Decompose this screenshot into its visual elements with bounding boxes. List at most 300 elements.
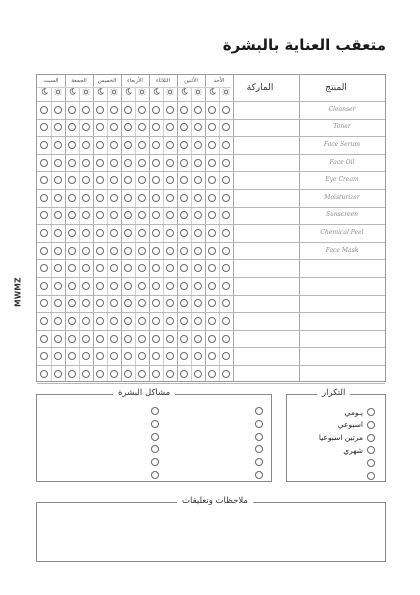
routine-checkbox[interactable] xyxy=(68,106,76,114)
routine-checkbox[interactable] xyxy=(138,299,146,307)
routine-checkbox[interactable] xyxy=(68,194,76,202)
routine-checkbox[interactable] xyxy=(82,352,90,360)
routine-checkbox[interactable] xyxy=(68,247,76,255)
frequency-option[interactable] xyxy=(363,458,375,468)
row-divider xyxy=(37,277,385,278)
routine-checkbox[interactable] xyxy=(82,264,90,272)
day-header: الجمعة xyxy=(71,78,87,84)
routine-checkbox[interactable] xyxy=(194,194,202,202)
routine-checkbox[interactable] xyxy=(166,229,174,237)
skin-problems-title: مشاكل البشرة xyxy=(113,388,175,398)
row-divider xyxy=(37,136,385,137)
routine-checkbox[interactable] xyxy=(138,159,146,167)
routine-checkbox[interactable] xyxy=(110,194,118,202)
routine-checkbox[interactable] xyxy=(110,352,118,360)
routine-checkbox[interactable] xyxy=(152,282,160,290)
routine-checkbox[interactable] xyxy=(96,370,104,378)
skin-problem-checkbox[interactable] xyxy=(255,407,263,415)
routine-checkbox[interactable] xyxy=(222,141,230,149)
brand-logo-text: MWMZ xyxy=(13,277,23,307)
routine-checkbox[interactable] xyxy=(124,335,132,343)
routine-checkbox[interactable] xyxy=(138,176,146,184)
routine-checkbox[interactable] xyxy=(138,141,146,149)
routine-checkbox[interactable] xyxy=(124,123,132,131)
routine-checkbox[interactable] xyxy=(96,299,104,307)
frequency-option-label: مرتين اسبوعيا xyxy=(318,433,363,443)
routine-checkbox[interactable] xyxy=(40,264,48,272)
routine-checkbox[interactable] xyxy=(68,264,76,272)
routine-checkbox[interactable] xyxy=(194,106,202,114)
routine-checkbox[interactable] xyxy=(180,229,188,237)
routine-checkbox[interactable] xyxy=(124,299,132,307)
column-divider xyxy=(121,75,122,381)
routine-checkbox[interactable] xyxy=(54,317,62,325)
skin-problem-checkbox[interactable] xyxy=(151,407,159,415)
routine-checkbox[interactable] xyxy=(222,194,230,202)
row-divider xyxy=(37,242,385,243)
sun-icon xyxy=(163,88,177,98)
routine-checkbox[interactable] xyxy=(208,211,216,219)
routine-checkbox[interactable] xyxy=(152,229,160,237)
routine-checkbox[interactable] xyxy=(208,264,216,272)
row-divider xyxy=(37,189,385,190)
routine-checkbox[interactable] xyxy=(166,176,174,184)
routine-checkbox[interactable] xyxy=(124,211,132,219)
routine-checkbox[interactable] xyxy=(96,317,104,325)
routine-checkbox[interactable] xyxy=(68,141,76,149)
frequency-radio[interactable] xyxy=(367,434,375,442)
routine-checkbox[interactable] xyxy=(40,282,48,290)
routine-checkbox[interactable] xyxy=(166,299,174,307)
routine-checkbox[interactable] xyxy=(40,229,48,237)
routine-checkbox[interactable] xyxy=(208,141,216,149)
routine-checkbox[interactable] xyxy=(194,141,202,149)
row-divider xyxy=(37,101,385,102)
routine-checkbox[interactable] xyxy=(124,370,132,378)
routine-checkbox[interactable] xyxy=(180,211,188,219)
routine-checkbox[interactable] xyxy=(222,211,230,219)
routine-checkbox[interactable] xyxy=(110,247,118,255)
routine-checkbox[interactable] xyxy=(138,194,146,202)
routine-checkbox[interactable] xyxy=(54,299,62,307)
skin-problem-checkbox[interactable] xyxy=(255,445,263,453)
routine-checkbox[interactable] xyxy=(110,123,118,131)
routine-checkbox[interactable] xyxy=(152,335,160,343)
product-label[interactable]: Eye Cream xyxy=(325,176,359,184)
column-divider xyxy=(219,87,220,381)
moon-icon xyxy=(37,88,51,98)
row-divider xyxy=(37,224,385,225)
routine-checkbox[interactable] xyxy=(180,264,188,272)
routine-checkbox[interactable] xyxy=(110,106,118,114)
routine-checkbox[interactable] xyxy=(166,106,174,114)
routine-checkbox[interactable] xyxy=(54,247,62,255)
routine-checkbox[interactable] xyxy=(166,211,174,219)
routine-tracker-table xyxy=(36,74,386,382)
routine-checkbox[interactable] xyxy=(208,229,216,237)
product-label[interactable]: Face Serum xyxy=(323,141,361,148)
routine-checkbox[interactable] xyxy=(208,317,216,325)
routine-checkbox[interactable] xyxy=(222,159,230,167)
routine-checkbox[interactable] xyxy=(222,106,230,114)
routine-checkbox[interactable] xyxy=(180,106,188,114)
routine-checkbox[interactable] xyxy=(68,317,76,325)
routine-checkbox[interactable] xyxy=(54,159,62,167)
routine-checkbox[interactable] xyxy=(208,335,216,343)
routine-checkbox[interactable] xyxy=(124,159,132,167)
routine-checkbox[interactable] xyxy=(124,229,132,237)
routine-checkbox[interactable] xyxy=(180,141,188,149)
routine-checkbox[interactable] xyxy=(166,141,174,149)
skin-problem-checkbox[interactable] xyxy=(151,445,159,453)
frequency-radio[interactable] xyxy=(367,446,375,454)
routine-checkbox[interactable] xyxy=(152,247,160,255)
product-label[interactable]: Face Oil xyxy=(329,158,355,166)
routine-checkbox[interactable] xyxy=(194,211,202,219)
day-header: الأحد xyxy=(213,78,225,84)
routine-checkbox[interactable] xyxy=(180,159,188,167)
routine-checkbox[interactable] xyxy=(110,317,118,325)
routine-checkbox[interactable] xyxy=(180,352,188,360)
routine-checkbox[interactable] xyxy=(82,282,90,290)
routine-checkbox[interactable] xyxy=(68,370,76,378)
routine-checkbox[interactable] xyxy=(152,159,160,167)
sun-icon xyxy=(79,88,93,98)
routine-checkbox[interactable] xyxy=(180,194,188,202)
routine-checkbox[interactable] xyxy=(180,370,188,378)
routine-checkbox[interactable] xyxy=(124,317,132,325)
routine-checkbox[interactable] xyxy=(96,141,104,149)
column-divider xyxy=(205,75,206,381)
column-divider xyxy=(299,75,300,381)
routine-checkbox[interactable] xyxy=(222,299,230,307)
row-divider xyxy=(37,259,385,260)
routine-checkbox[interactable] xyxy=(194,299,202,307)
routine-checkbox[interactable] xyxy=(54,141,62,149)
routine-checkbox[interactable] xyxy=(208,299,216,307)
routine-checkbox[interactable] xyxy=(96,106,104,114)
routine-checkbox[interactable] xyxy=(124,247,132,255)
routine-checkbox[interactable] xyxy=(166,159,174,167)
routine-checkbox[interactable] xyxy=(194,282,202,290)
routine-checkbox[interactable] xyxy=(166,264,174,272)
skin-problem-checkbox[interactable] xyxy=(151,433,159,441)
routine-checkbox[interactable] xyxy=(96,335,104,343)
routine-checkbox[interactable] xyxy=(40,335,48,343)
routine-checkbox[interactable] xyxy=(194,352,202,360)
routine-checkbox[interactable] xyxy=(166,123,174,131)
moon-icon xyxy=(149,88,163,98)
routine-checkbox[interactable] xyxy=(82,194,90,202)
routine-checkbox[interactable] xyxy=(222,370,230,378)
routine-checkbox[interactable] xyxy=(82,141,90,149)
frequency-radio[interactable] xyxy=(367,421,375,429)
routine-checkbox[interactable] xyxy=(138,282,146,290)
routine-checkbox[interactable] xyxy=(40,194,48,202)
routine-checkbox[interactable] xyxy=(96,229,104,237)
routine-checkbox[interactable] xyxy=(68,159,76,167)
routine-checkbox[interactable] xyxy=(82,335,90,343)
routine-checkbox[interactable] xyxy=(110,264,118,272)
routine-checkbox[interactable] xyxy=(152,370,160,378)
routine-checkbox[interactable] xyxy=(54,370,62,378)
routine-checkbox[interactable] xyxy=(152,141,160,149)
frequency-option[interactable] xyxy=(345,407,375,417)
routine-checkbox[interactable] xyxy=(110,335,118,343)
frequency-option[interactable] xyxy=(363,471,375,481)
routine-checkbox[interactable] xyxy=(110,176,118,184)
routine-checkbox[interactable] xyxy=(180,317,188,325)
routine-checkbox[interactable] xyxy=(54,282,62,290)
routine-checkbox[interactable] xyxy=(124,282,132,290)
skin-problem-checkbox[interactable] xyxy=(255,458,263,466)
column-divider xyxy=(79,87,80,381)
routine-checkbox[interactable] xyxy=(82,106,90,114)
routine-checkbox[interactable] xyxy=(68,211,76,219)
row-divider xyxy=(37,383,385,384)
routine-checkbox[interactable] xyxy=(152,176,160,184)
routine-checkbox[interactable] xyxy=(110,282,118,290)
routine-checkbox[interactable] xyxy=(40,106,48,114)
routine-checkbox[interactable] xyxy=(166,247,174,255)
routine-checkbox[interactable] xyxy=(40,176,48,184)
routine-checkbox[interactable] xyxy=(208,352,216,360)
routine-checkbox[interactable] xyxy=(82,123,90,131)
routine-checkbox[interactable] xyxy=(166,282,174,290)
routine-checkbox[interactable] xyxy=(68,123,76,131)
routine-checkbox[interactable] xyxy=(82,159,90,167)
routine-checkbox[interactable] xyxy=(82,299,90,307)
routine-checkbox[interactable] xyxy=(166,335,174,343)
routine-checkbox[interactable] xyxy=(194,123,202,131)
routine-checkbox[interactable] xyxy=(110,141,118,149)
row-divider xyxy=(37,347,385,348)
routine-checkbox[interactable] xyxy=(180,282,188,290)
routine-checkbox[interactable] xyxy=(152,211,160,219)
skin-problem-checkbox[interactable] xyxy=(255,471,263,479)
routine-checkbox[interactable] xyxy=(124,194,132,202)
routine-checkbox[interactable] xyxy=(138,123,146,131)
skin-problem-checkbox[interactable] xyxy=(151,471,159,479)
routine-checkbox[interactable] xyxy=(40,141,48,149)
routine-checkbox[interactable] xyxy=(138,317,146,325)
row-divider xyxy=(37,312,385,313)
routine-checkbox[interactable] xyxy=(152,317,160,325)
routine-checkbox[interactable] xyxy=(110,229,118,237)
row-divider xyxy=(37,295,385,296)
routine-checkbox[interactable] xyxy=(194,370,202,378)
routine-checkbox[interactable] xyxy=(124,264,132,272)
routine-checkbox[interactable] xyxy=(138,247,146,255)
routine-checkbox[interactable] xyxy=(152,123,160,131)
skin-problem-checkbox[interactable] xyxy=(151,458,159,466)
column-divider xyxy=(135,87,136,381)
routine-checkbox[interactable] xyxy=(82,176,90,184)
routine-checkbox[interactable] xyxy=(40,159,48,167)
routine-checkbox[interactable] xyxy=(194,264,202,272)
routine-checkbox[interactable] xyxy=(208,159,216,167)
routine-checkbox[interactable] xyxy=(82,317,90,325)
routine-checkbox[interactable] xyxy=(166,317,174,325)
frequency-radio[interactable] xyxy=(367,459,375,467)
routine-checkbox[interactable] xyxy=(96,159,104,167)
routine-checkbox[interactable] xyxy=(110,159,118,167)
frequency-option[interactable] xyxy=(319,433,375,443)
routine-checkbox[interactable] xyxy=(124,352,132,360)
routine-checkbox[interactable] xyxy=(40,352,48,360)
product-label[interactable]: Face Mask xyxy=(325,246,359,254)
routine-checkbox[interactable] xyxy=(166,352,174,360)
routine-checkbox[interactable] xyxy=(82,370,90,378)
routine-checkbox[interactable] xyxy=(54,106,62,114)
routine-checkbox[interactable] xyxy=(54,194,62,202)
routine-checkbox[interactable] xyxy=(208,123,216,131)
routine-checkbox[interactable] xyxy=(124,106,132,114)
routine-checkbox[interactable] xyxy=(222,335,230,343)
moon-icon xyxy=(65,88,79,98)
routine-checkbox[interactable] xyxy=(96,123,104,131)
routine-checkbox[interactable] xyxy=(222,282,230,290)
routine-checkbox[interactable] xyxy=(96,352,104,360)
frequency-radio[interactable] xyxy=(367,408,375,416)
routine-checkbox[interactable] xyxy=(54,123,62,131)
routine-checkbox[interactable] xyxy=(54,229,62,237)
routine-checkbox[interactable] xyxy=(222,352,230,360)
routine-checkbox[interactable] xyxy=(124,176,132,184)
routine-checkbox[interactable] xyxy=(222,264,230,272)
notes-box[interactable] xyxy=(36,496,386,562)
brand-column-header: الماركة xyxy=(246,83,274,93)
moon-icon xyxy=(93,88,107,98)
skin-problem-checkbox[interactable] xyxy=(151,420,159,428)
product-label[interactable]: Chemical Peel xyxy=(320,229,364,236)
routine-checkbox[interactable] xyxy=(68,176,76,184)
frequency-box xyxy=(286,388,386,482)
product-label[interactable]: Cleanser xyxy=(328,105,356,113)
routine-checkbox[interactable] xyxy=(138,264,146,272)
routine-checkbox[interactable] xyxy=(152,352,160,360)
routine-checkbox[interactable] xyxy=(222,123,230,131)
routine-checkbox[interactable] xyxy=(40,370,48,378)
routine-checkbox[interactable] xyxy=(138,370,146,378)
routine-checkbox[interactable] xyxy=(54,211,62,219)
routine-checkbox[interactable] xyxy=(152,299,160,307)
routine-checkbox[interactable] xyxy=(222,229,230,237)
routine-checkbox[interactable] xyxy=(166,370,174,378)
day-header: السبت xyxy=(43,78,59,84)
routine-checkbox[interactable] xyxy=(208,370,216,378)
routine-checkbox[interactable] xyxy=(138,335,146,343)
routine-checkbox[interactable] xyxy=(54,176,62,184)
column-divider xyxy=(177,75,178,381)
routine-checkbox[interactable] xyxy=(96,247,104,255)
notes-title: ملاحظات وتعليقات xyxy=(177,496,253,506)
routine-checkbox[interactable] xyxy=(222,176,230,184)
routine-checkbox[interactable] xyxy=(194,247,202,255)
routine-checkbox[interactable] xyxy=(180,123,188,131)
routine-checkbox[interactable] xyxy=(222,317,230,325)
routine-checkbox[interactable] xyxy=(110,370,118,378)
routine-checkbox[interactable] xyxy=(110,299,118,307)
frequency-radio[interactable] xyxy=(367,472,375,480)
day-header: الأثنين xyxy=(184,78,198,84)
routine-checkbox[interactable] xyxy=(208,282,216,290)
routine-checkbox[interactable] xyxy=(194,159,202,167)
sun-icon xyxy=(135,88,149,98)
row-divider xyxy=(37,330,385,331)
routine-checkbox[interactable] xyxy=(96,282,104,290)
routine-checkbox[interactable] xyxy=(40,247,48,255)
routine-checkbox[interactable] xyxy=(96,264,104,272)
routine-checkbox[interactable] xyxy=(138,106,146,114)
product-label[interactable]: Sunscreen xyxy=(325,211,359,219)
routine-checkbox[interactable] xyxy=(68,335,76,343)
routine-checkbox[interactable] xyxy=(40,211,48,219)
routine-checkbox[interactable] xyxy=(68,352,76,360)
routine-checkbox[interactable] xyxy=(180,335,188,343)
routine-checkbox[interactable] xyxy=(222,247,230,255)
routine-checkbox[interactable] xyxy=(208,176,216,184)
routine-checkbox[interactable] xyxy=(166,194,174,202)
frequency-title: التكرار xyxy=(317,388,350,398)
skin-problem-checkbox[interactable] xyxy=(255,433,263,441)
routine-checkbox[interactable] xyxy=(82,247,90,255)
routine-checkbox[interactable] xyxy=(152,106,160,114)
routine-checkbox[interactable] xyxy=(194,335,202,343)
routine-checkbox[interactable] xyxy=(96,176,104,184)
skin-problem-checkbox[interactable] xyxy=(255,420,263,428)
routine-checkbox[interactable] xyxy=(82,229,90,237)
routine-checkbox[interactable] xyxy=(40,123,48,131)
routine-checkbox[interactable] xyxy=(54,335,62,343)
routine-checkbox[interactable] xyxy=(138,352,146,360)
routine-checkbox[interactable] xyxy=(124,141,132,149)
routine-checkbox[interactable] xyxy=(68,229,76,237)
routine-checkbox[interactable] xyxy=(82,211,90,219)
sun-icon xyxy=(191,88,205,98)
routine-checkbox[interactable] xyxy=(208,194,216,202)
routine-checkbox[interactable] xyxy=(68,299,76,307)
routine-checkbox[interactable] xyxy=(54,264,62,272)
product-label[interactable]: Toner xyxy=(333,123,351,131)
routine-checkbox[interactable] xyxy=(208,247,216,255)
frequency-option-label: شهري xyxy=(343,445,363,455)
routine-checkbox[interactable] xyxy=(138,229,146,237)
routine-checkbox[interactable] xyxy=(68,282,76,290)
routine-checkbox[interactable] xyxy=(40,317,48,325)
frequency-option[interactable] xyxy=(343,445,375,455)
routine-checkbox[interactable] xyxy=(138,211,146,219)
product-label[interactable]: Moisturizer xyxy=(324,193,360,201)
routine-checkbox[interactable] xyxy=(180,247,188,255)
routine-checkbox[interactable] xyxy=(152,264,160,272)
routine-checkbox[interactable] xyxy=(194,229,202,237)
moon-icon xyxy=(121,88,135,98)
routine-checkbox[interactable] xyxy=(40,299,48,307)
routine-checkbox[interactable] xyxy=(194,176,202,184)
routine-checkbox[interactable] xyxy=(54,352,62,360)
routine-checkbox[interactable] xyxy=(152,194,160,202)
routine-checkbox[interactable] xyxy=(96,194,104,202)
routine-checkbox[interactable] xyxy=(110,211,118,219)
routine-checkbox[interactable] xyxy=(180,299,188,307)
routine-checkbox[interactable] xyxy=(208,106,216,114)
row-divider xyxy=(37,365,385,366)
frequency-option[interactable] xyxy=(338,420,375,430)
routine-checkbox[interactable] xyxy=(194,317,202,325)
routine-checkbox[interactable] xyxy=(96,211,104,219)
routine-checkbox[interactable] xyxy=(180,176,188,184)
